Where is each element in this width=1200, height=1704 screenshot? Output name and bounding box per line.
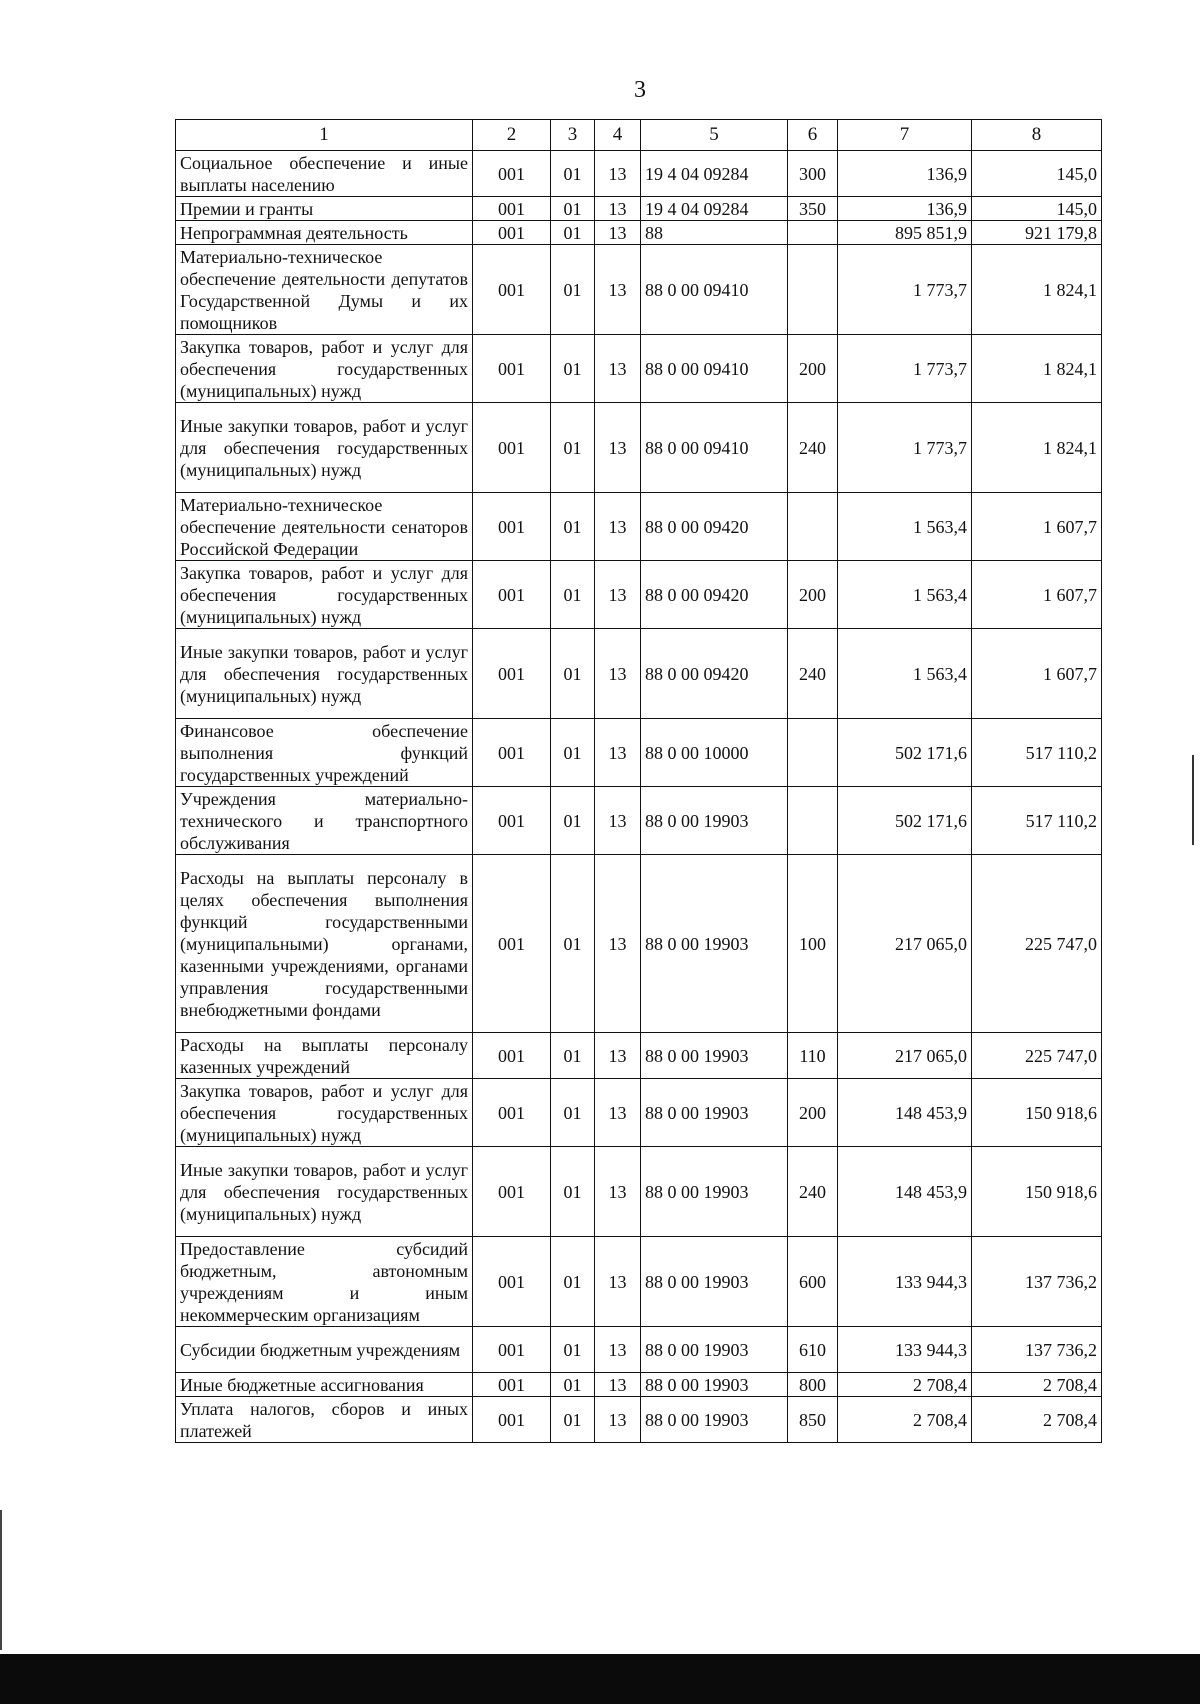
code-target: 88 0 00 09410	[641, 335, 788, 403]
code-section: 01	[551, 1327, 595, 1373]
amount-year-1: 502 171,6	[838, 787, 972, 855]
code-expense-type: 240	[788, 1147, 838, 1237]
code-subsection: 13	[595, 151, 641, 197]
code-section: 01	[551, 197, 595, 221]
table-row	[176, 335, 1102, 403]
code-target: 19 4 04 09284	[641, 151, 788, 197]
code-subsection: 13	[595, 1033, 641, 1079]
code-subsection: 13	[595, 787, 641, 855]
code-target: 88 0 00 09420	[641, 629, 788, 719]
column-header-2: 2	[473, 120, 551, 151]
table-row	[176, 245, 1102, 335]
table-row	[176, 1147, 1102, 1237]
code-ministry: 001	[473, 1237, 551, 1327]
item-name: Субсидии бюджетным учреждениям	[176, 1327, 473, 1373]
code-expense-type: 240	[788, 629, 838, 719]
amount-year-2: 1 824,1	[972, 403, 1102, 493]
column-header-7: 7	[838, 120, 972, 151]
code-section: 01	[551, 151, 595, 197]
amount-year-1: 148 453,9	[838, 1079, 972, 1147]
item-name: Закупка товаров, работ и услуг для обеспечения государственных (муниципальных) нужд	[176, 561, 473, 629]
code-subsection: 13	[595, 1397, 641, 1443]
code-subsection: 13	[595, 221, 641, 245]
code-section: 01	[551, 403, 595, 493]
code-expense-type: 300	[788, 151, 838, 197]
code-subsection: 13	[595, 1237, 641, 1327]
code-target: 88	[641, 221, 788, 245]
item-name: Иные закупки товаров, работ и услуг для обеспечения государственных (муниципальных) нужд	[176, 1147, 473, 1237]
code-ministry: 001	[473, 1397, 551, 1443]
code-target: 88 0 00 19903	[641, 1397, 788, 1443]
table-row	[176, 719, 1102, 787]
code-section: 01	[551, 1237, 595, 1327]
code-target: 88 0 00 19903	[641, 1033, 788, 1079]
item-name: Предоставление субсидий бюджетным, автономным учреждениям и иным некоммерческим организациям	[176, 1237, 473, 1327]
code-ministry: 001	[473, 1327, 551, 1373]
code-ministry: 001	[473, 493, 551, 561]
amount-year-1: 136,9	[838, 151, 972, 197]
amount-year-2: 1 824,1	[972, 245, 1102, 335]
code-target: 88 0 00 09410	[641, 245, 788, 335]
code-section: 01	[551, 1373, 595, 1397]
table-row	[176, 493, 1102, 561]
code-expense-type	[788, 245, 838, 335]
table-row	[176, 1397, 1102, 1443]
code-ministry: 001	[473, 1079, 551, 1147]
item-name: Учреждения материально-технического и транспортного обслуживания	[176, 787, 473, 855]
code-subsection: 13	[595, 855, 641, 1033]
code-ministry: 001	[473, 629, 551, 719]
code-ministry: 001	[473, 1147, 551, 1237]
column-header-4: 4	[595, 120, 641, 151]
code-expense-type: 200	[788, 335, 838, 403]
amount-year-2: 2 708,4	[972, 1397, 1102, 1443]
code-subsection: 13	[595, 629, 641, 719]
code-expense-type: 100	[788, 855, 838, 1033]
code-section: 01	[551, 1033, 595, 1079]
code-section: 01	[551, 1079, 595, 1147]
budget-table	[175, 119, 1102, 1443]
code-target: 88 0 00 09410	[641, 403, 788, 493]
code-subsection: 13	[595, 493, 641, 561]
amount-year-1: 1 773,7	[838, 403, 972, 493]
amount-year-2: 1 607,7	[972, 561, 1102, 629]
item-name: Иные закупки товаров, работ и услуг для обеспечения государственных (муниципальных) нужд	[176, 403, 473, 493]
item-name: Финансовое обеспечение выполнения функций государственных учреждений	[176, 719, 473, 787]
code-expense-type: 200	[788, 561, 838, 629]
table-row	[176, 151, 1102, 197]
amount-year-2: 145,0	[972, 197, 1102, 221]
amount-year-1: 2 708,4	[838, 1373, 972, 1397]
amount-year-1: 1 563,4	[838, 561, 972, 629]
column-header-6: 6	[788, 120, 838, 151]
table-row	[176, 197, 1102, 221]
amount-year-1: 217 065,0	[838, 1033, 972, 1079]
code-ministry: 001	[473, 1033, 551, 1079]
code-subsection: 13	[595, 1373, 641, 1397]
column-header-1: 1	[176, 120, 473, 151]
table-body	[176, 151, 1102, 1443]
item-name: Непрограммная деятельность	[176, 221, 473, 245]
code-ministry: 001	[473, 335, 551, 403]
code-subsection: 13	[595, 245, 641, 335]
code-section: 01	[551, 629, 595, 719]
code-section: 01	[551, 493, 595, 561]
code-target: 88 0 00 09420	[641, 493, 788, 561]
code-expense-type	[788, 719, 838, 787]
item-name: Социальное обеспечение и иные выплаты населению	[176, 151, 473, 197]
page-number: 3	[634, 77, 646, 103]
amount-year-2: 1 824,1	[972, 335, 1102, 403]
table-row	[176, 1237, 1102, 1327]
item-name: Материально-техническое обеспечение деятельности депутатов Государственной Думы и их помощников	[176, 245, 473, 335]
code-expense-type: 800	[788, 1373, 838, 1397]
item-name: Иные бюджетные ассигнования	[176, 1373, 473, 1397]
table-row	[176, 787, 1102, 855]
code-subsection: 13	[595, 1079, 641, 1147]
amount-year-2: 225 747,0	[972, 1033, 1102, 1079]
code-target: 88 0 00 09420	[641, 561, 788, 629]
code-ministry: 001	[473, 403, 551, 493]
code-ministry: 001	[473, 561, 551, 629]
item-name: Материально-техническое обеспечение деятельности сенаторов Российской Федерации	[176, 493, 473, 561]
table-row	[176, 403, 1102, 493]
column-header-8: 8	[972, 120, 1102, 151]
code-section: 01	[551, 719, 595, 787]
code-section: 01	[551, 245, 595, 335]
amount-year-2: 145,0	[972, 151, 1102, 197]
table-row	[176, 1373, 1102, 1397]
item-name: Закупка товаров, работ и услуг для обеспечения государственных (муниципальных) нужд	[176, 1079, 473, 1147]
code-expense-type: 240	[788, 403, 838, 493]
amount-year-2: 225 747,0	[972, 855, 1102, 1033]
code-target: 88 0 00 19903	[641, 1147, 788, 1237]
amount-year-2: 517 110,2	[972, 787, 1102, 855]
amount-year-2: 2 708,4	[972, 1373, 1102, 1397]
code-section: 01	[551, 561, 595, 629]
code-target: 88 0 00 19903	[641, 787, 788, 855]
amount-year-2: 150 918,6	[972, 1079, 1102, 1147]
code-expense-type: 350	[788, 197, 838, 221]
item-name: Премии и гранты	[176, 197, 473, 221]
table-row	[176, 561, 1102, 629]
code-ministry: 001	[473, 245, 551, 335]
amount-year-2: 137 736,2	[972, 1237, 1102, 1327]
amount-year-1: 2 708,4	[838, 1397, 972, 1443]
code-expense-type: 850	[788, 1397, 838, 1443]
code-section: 01	[551, 787, 595, 855]
amount-year-1: 217 065,0	[838, 855, 972, 1033]
amount-year-1: 895 851,9	[838, 221, 972, 245]
code-expense-type: 600	[788, 1237, 838, 1327]
code-target: 88 0 00 10000	[641, 719, 788, 787]
code-subsection: 13	[595, 1327, 641, 1373]
code-target: 19 4 04 09284	[641, 197, 788, 221]
amount-year-2: 150 918,6	[972, 1147, 1102, 1237]
code-expense-type	[788, 787, 838, 855]
table-row	[176, 1033, 1102, 1079]
amount-year-2: 137 736,2	[972, 1327, 1102, 1373]
scan-edge-mark	[0, 1510, 2, 1650]
amount-year-1: 148 453,9	[838, 1147, 972, 1237]
amount-year-1: 502 171,6	[838, 719, 972, 787]
code-section: 01	[551, 335, 595, 403]
code-target: 88 0 00 19903	[641, 855, 788, 1033]
code-subsection: 13	[595, 719, 641, 787]
amount-year-2: 517 110,2	[972, 719, 1102, 787]
code-subsection: 13	[595, 561, 641, 629]
column-header-5: 5	[641, 120, 788, 151]
table-row	[176, 221, 1102, 245]
code-ministry: 001	[473, 1373, 551, 1397]
code-ministry: 001	[473, 787, 551, 855]
code-subsection: 13	[595, 197, 641, 221]
code-section: 01	[551, 1397, 595, 1443]
table-row	[176, 855, 1102, 1033]
code-subsection: 13	[595, 1147, 641, 1237]
code-section: 01	[551, 1147, 595, 1237]
amount-year-1: 1 773,7	[838, 245, 972, 335]
code-ministry: 001	[473, 719, 551, 787]
item-name: Уплата налогов, сборов и иных платежей	[176, 1397, 473, 1443]
code-ministry: 001	[473, 221, 551, 245]
code-target: 88 0 00 19903	[641, 1237, 788, 1327]
item-name: Расходы на выплаты персоналу казенных учреждений	[176, 1033, 473, 1079]
code-target: 88 0 00 19903	[641, 1079, 788, 1147]
header-row	[176, 120, 1102, 151]
code-expense-type	[788, 493, 838, 561]
amount-year-2: 921 179,8	[972, 221, 1102, 245]
table-row	[176, 629, 1102, 719]
amount-year-1: 136,9	[838, 197, 972, 221]
amount-year-1: 133 944,3	[838, 1327, 972, 1373]
code-section: 01	[551, 855, 595, 1033]
item-name: Иные закупки товаров, работ и услуг для обеспечения государственных (муниципальных) нужд	[176, 629, 473, 719]
code-expense-type: 200	[788, 1079, 838, 1147]
scan-edge-mark	[1192, 755, 1194, 845]
code-subsection: 13	[595, 335, 641, 403]
scan-bottom-border	[0, 1654, 1200, 1704]
amount-year-1: 1 773,7	[838, 335, 972, 403]
item-name: Закупка товаров, работ и услуг для обеспечения государственных (муниципальных) нужд	[176, 335, 473, 403]
amount-year-2: 1 607,7	[972, 629, 1102, 719]
code-section: 01	[551, 221, 595, 245]
amount-year-1: 1 563,4	[838, 493, 972, 561]
code-expense-type	[788, 221, 838, 245]
code-ministry: 001	[473, 855, 551, 1033]
code-ministry: 001	[473, 197, 551, 221]
table-row	[176, 1079, 1102, 1147]
table-row	[176, 1327, 1102, 1373]
column-header-3: 3	[551, 120, 595, 151]
code-target: 88 0 00 19903	[641, 1373, 788, 1397]
item-name: Расходы на выплаты персоналу в целях обеспечения выполнения функций государственными (муниципальными) органами, казенными учреждениями, органами управления государственными внебюджетными фондами	[176, 855, 473, 1033]
amount-year-2: 1 607,7	[972, 493, 1102, 561]
code-expense-type: 110	[788, 1033, 838, 1079]
code-subsection: 13	[595, 403, 641, 493]
code-target: 88 0 00 19903	[641, 1327, 788, 1373]
code-expense-type: 610	[788, 1327, 838, 1373]
amount-year-1: 1 563,4	[838, 629, 972, 719]
amount-year-1: 133 944,3	[838, 1237, 972, 1327]
code-ministry: 001	[473, 151, 551, 197]
